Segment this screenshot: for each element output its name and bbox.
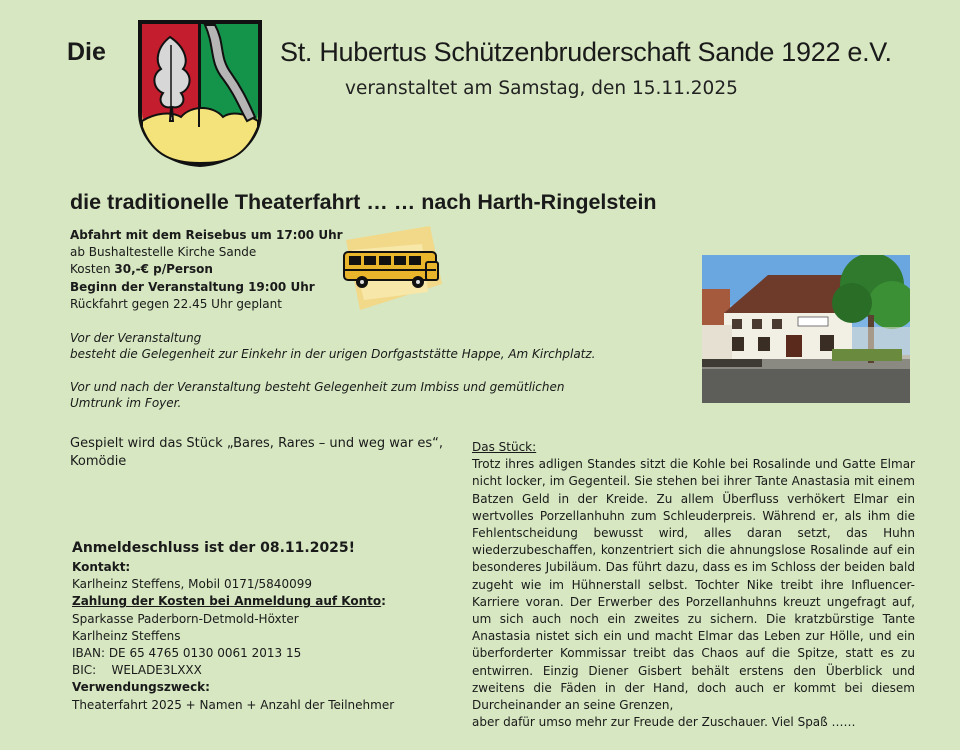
departure-stop: ab Bushaltestelle Kirche Sande	[70, 245, 257, 260]
around-event-2: Umtrunk im Foyer.	[70, 396, 182, 411]
account-holder: Karlheinz Steffens	[72, 628, 181, 643]
play-title-line: Gespielt wird das Stück „Bares, Rares – und weg war es“,	[70, 436, 443, 451]
club-name: St. Hubertus Schützenbruderschaft Sande 1922 e.V.	[280, 37, 892, 67]
payment-label: Zahlung der Kosten bei Anmeldung auf Konto	[72, 594, 382, 609]
bic: BIC: WELADE3LXXX	[72, 663, 202, 678]
story-block	[472, 439, 915, 731]
contact-label: Kontakt:	[72, 560, 131, 574]
registration-block	[72, 537, 394, 714]
story-heading: Das Stück:	[472, 440, 537, 454]
contact-info: Karlheinz Steffens, Mobil 0171/5840099	[72, 577, 312, 592]
trip-info	[70, 227, 596, 411]
before-event-2: besteht die Gelegenheit zur Einkehr in der urigen Dorfgaststätte Happe, Am Kirchplatz.	[70, 347, 596, 362]
start-time: Beginn der Veranstaltung 19:00 Uhr	[70, 279, 315, 294]
purpose: Theaterfahrt 2025 + Namen + Anzahl der Teilnehmer	[72, 697, 395, 712]
iban: IBAN: DE 65 4765 0130 0061 2013 15	[72, 646, 302, 661]
event-date: veranstaltet am Samstag, den 15.11.2025	[345, 78, 738, 99]
play-announcement	[70, 435, 460, 471]
return-time: Rückfahrt gegen 22.45 Uhr geplant	[70, 296, 282, 311]
before-event-1: Vor der Veranstaltung	[70, 331, 202, 346]
purpose-label: Verwendungszweck:	[72, 680, 210, 695]
cost-line: Kosten 30,-€ p/Person	[70, 262, 213, 277]
departure-time: Abfahrt mit dem Reisebus um 17:00 Uhr	[70, 228, 343, 242]
venue-photo	[702, 255, 910, 403]
club-coat-of-arms	[135, 17, 265, 169]
payment-line: Zahlung der Kosten bei Anmeldung auf Konto:	[72, 594, 386, 609]
bank-name: Sparkasse Paderborn-Detmold-Höxter	[72, 611, 299, 626]
play-genre: Komödie	[70, 454, 127, 469]
story-text: Trotz ihres adligen Standes sitzt die Kohle bei Rosalinde und Gatte Elmar nicht locker, im Gegenteil. Sie stehen bei ihrer Tante Anastasia mit einem Batzen Geld in der Kreide. Zu allem Überfluss verhökert Elmar ein wertvolles Porzellanhuhn zum Schleuderpreis. Während er, als ihm die Fehlentscheidung bewusst wird, alles daran setzt, das Huhn wiederzubeschaffen, konzentriert sich die ahnungslose Rosalinde auf ein besonderes Jubiläum. Das führt dazu, dass es im Schloss der beiden bald zugeht wie im Hühnerstall selbst. Tochter Nike treibt ihre Influencer-Karriere voran. Der Erwerber des Porzellanhuhns kreuzt ungefragt auf, um sich auch noch ein zweites zu sichern. Die kratzbürstige Tante Anastasia nistet sich ein und macht Elmar das Leben zur Hölle, und ein überforderter Kommissar treibt das Chaos auf die Spitze, statt es zu entwirren. Einzig Diener Gisbert behält erstens den Überblick und zweitens die Fäden in der Hand, doch auch er kommt bei diesem Durcheinander an seine Grenzen,	[472, 457, 915, 713]
story-closing: aber dafür umso mehr zur Freude der Zuschauer. Viel Spaß ……	[472, 715, 856, 730]
die-label: Die	[67, 38, 106, 66]
around-event-1: Vor und nach der Veranstaltung besteht Gelegenheit zum Imbiss und gemütlichen	[70, 380, 565, 395]
cost-value: 30,-€ p/Person	[114, 262, 213, 277]
registration-deadline: Anmeldeschluss ist der 08.11.2025!	[72, 540, 356, 556]
bus-icon	[338, 222, 446, 314]
headline: die traditionelle Theaterfahrt … … nach Harth-Ringelstein	[70, 190, 657, 214]
